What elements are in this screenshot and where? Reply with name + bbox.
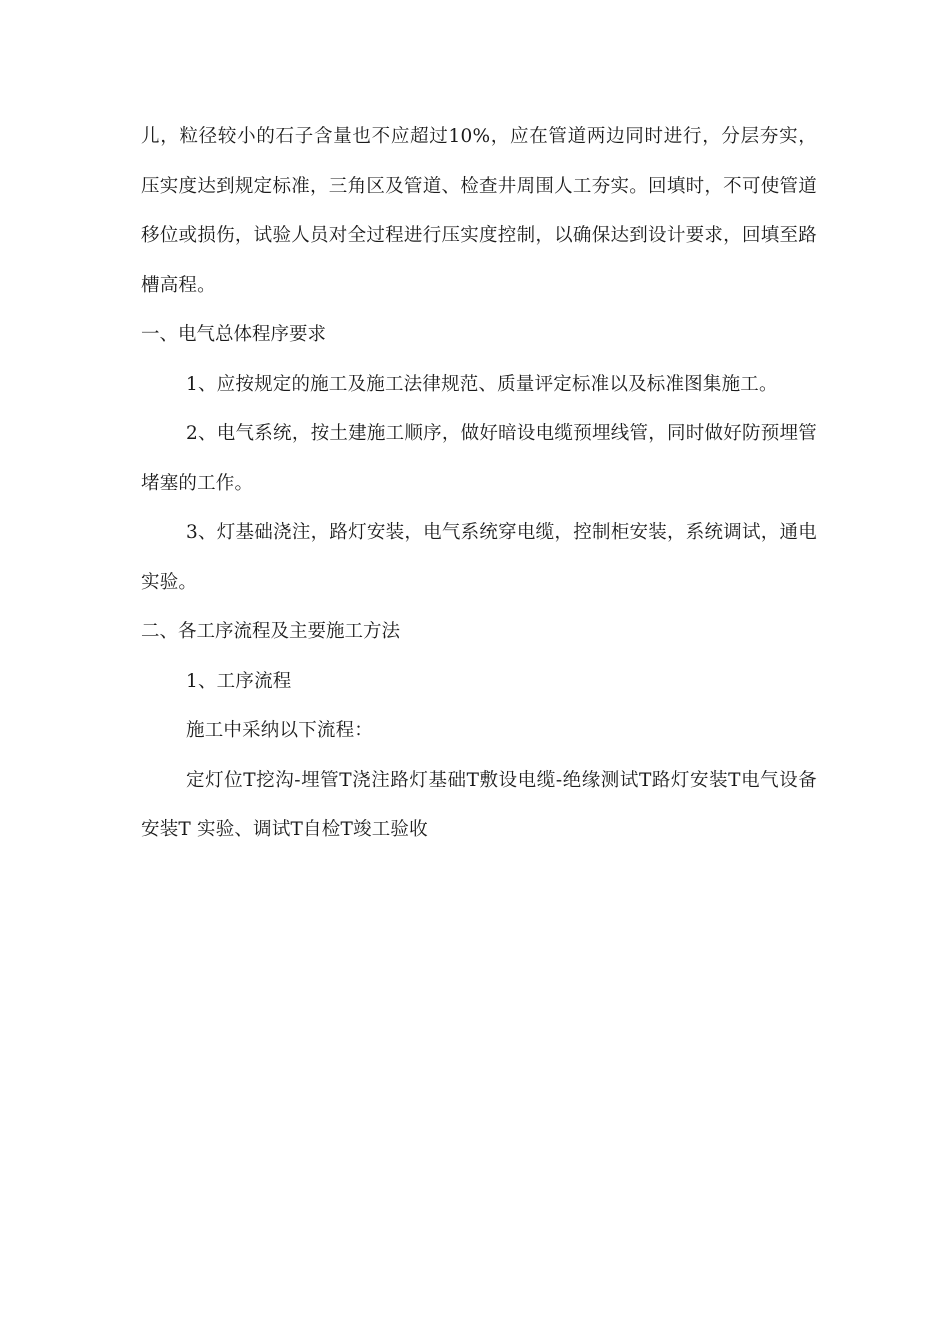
paragraph-process-intro: 施工中采纳以下流程： — [186, 720, 374, 741]
paragraph-item-2: 2、电气系统，按土建施工顺序，做好暗设电缆预埋线管，同时做好防预埋管堵塞的工作。 — [141, 423, 817, 494]
paragraph-process-flow: 定灯位T挖沟-埋管T浇注路灯基础T敷设电缆-绝缘测试T路灯安装T电气设备安装T 实验、调试T自检T竣工验收 — [141, 769, 817, 840]
paragraph-item-3: 3、灯基础浇注，路灯安装，电气系统穿电缆，控制柜安装，系统调试，通电实验。 — [141, 522, 817, 593]
section-heading-2: 二、各工序流程及主要施工方法 — [141, 621, 401, 642]
paragraph-process-title: 1、工序流程 — [186, 670, 292, 692]
document-page — [141, 112, 817, 855]
paragraph-backfill: 儿，粒径较小的石子含量也不应超过10%，应在管道两边同时进行，分层夯实，压实度达到规定标准，三角区及管道、检查井周围人工夯实。回填时，不可使管道移位或损伤，试验人员对全过程进行压实度控制，以确保达到设计要求，回填至路槽高程。 — [141, 126, 817, 296]
section-heading-1: 一、电气总体程序要求 — [141, 324, 327, 345]
paragraph-item-1: 1、应按规定的施工及施工法律规范、质量评定标准以及标准图集施工。 — [186, 373, 778, 395]
